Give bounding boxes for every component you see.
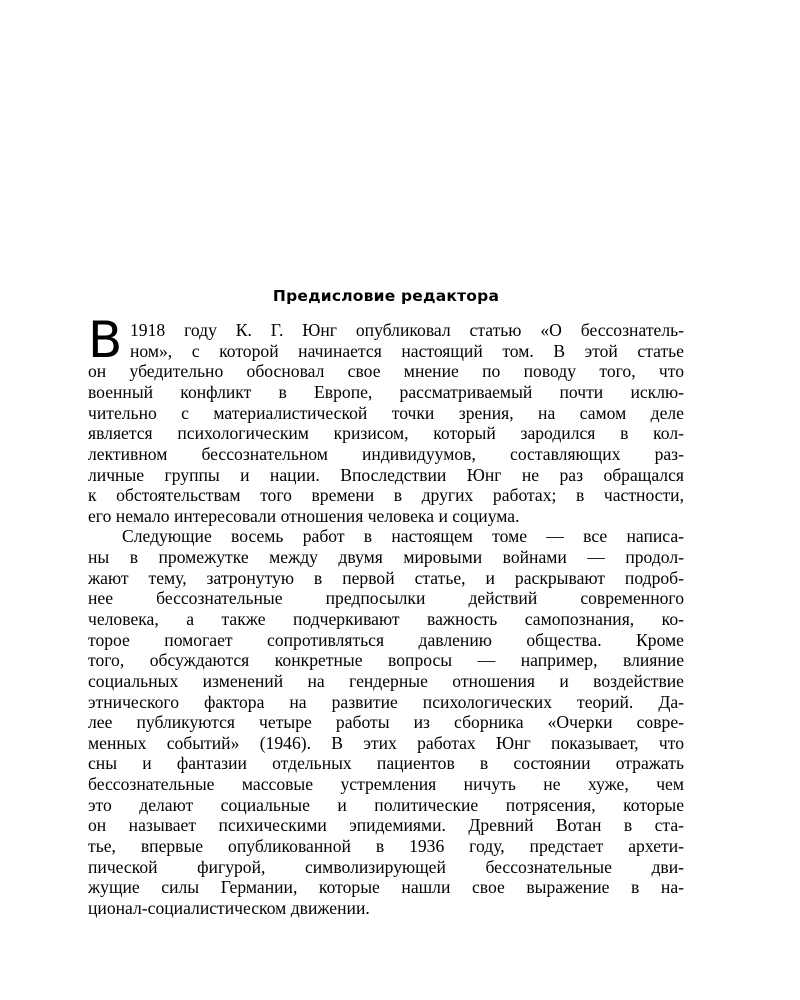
- text-line: ны в промежутке между двумя мировыми войнами — продол-: [88, 547, 684, 568]
- text-line: он убедительно обосновал свое мнение по поводу того, что: [88, 361, 684, 382]
- text-line: чительно с материалистической точки зрения, на самом деле: [88, 402, 684, 423]
- drop-cap-letter: В: [88, 311, 123, 369]
- text-line: пической фигурой, символизирующей бессознательные дви-: [88, 856, 684, 877]
- paragraph-1: [88, 311, 684, 526]
- text-line: сны и фантазии отдельных пациентов в состоянии отражать: [88, 753, 684, 774]
- text-line: 1918 году К. Г. Юнг опубликовал статью «О бессознатель-: [130, 320, 684, 340]
- text-line: социальных изменений на гендерные отношения и воздействие: [88, 670, 684, 691]
- paragraph-2: [88, 526, 684, 918]
- page-title: Предисловие редактора: [272, 287, 500, 305]
- text-line: нее бессознательные предпосылки действий современного: [88, 588, 684, 609]
- text-line: лективном бессознательном индивидуумов, составляющих раз-: [88, 443, 684, 464]
- text-line: он называет психическими эпидемиями. Древний Вотан в ста-: [88, 815, 684, 836]
- text-line: менных событий» (1946). В этих работах Юнг показывает, что: [88, 732, 684, 753]
- text-line: торое помогает сопротивляться давлению общества. Кроме: [88, 629, 684, 650]
- text-line: бессознательные массовые устремления ничуть не хуже, чем: [88, 774, 684, 795]
- text-line: личные группы и нации. Впоследствии Юнг не раз обращался: [88, 464, 684, 485]
- text-line: жают тему, затронутую в первой статье, и раскрывают подроб-: [88, 567, 684, 588]
- text-line: этнического фактора на развитие психологических теорий. Да-: [88, 691, 684, 712]
- dropcap-block: [88, 311, 684, 369]
- text-line: его немало интересовали отношения человека и социума.: [88, 505, 520, 526]
- text-line: является психологическим кризисом, который зародился в кол-: [88, 423, 684, 444]
- text-line: жущие силы Германии, которые нашли свое выражение в на-: [88, 877, 684, 898]
- text-line: лее публикуются четыре работы из сборника «Очерки совре-: [88, 712, 684, 733]
- text-line: Следующие восемь работ в настоящем томе — все написа-: [122, 526, 684, 547]
- text-line: это делают социальные и политические потрясения, которые: [88, 794, 684, 815]
- text-line: того, обсуждаются конкретные вопросы — например, влияние: [88, 650, 684, 671]
- text-line: военный конфликт в Европе, рассматриваемый почти исклю-: [88, 381, 684, 402]
- text-line: тье, впервые опубликованной в 1936 году, предстает архети-: [88, 836, 684, 857]
- body-text: [88, 311, 684, 919]
- text-line: ном», с которой начинается настоящий том. В этой статье: [130, 340, 684, 361]
- dropcap-lines: [130, 320, 684, 361]
- text-line: ционал-социалистическом движении.: [88, 897, 370, 918]
- text-line: человека, а также подчеркивают важность самопознания, ко-: [88, 608, 684, 629]
- text-line: к обстоятельствам того времени в других работах; в частности,: [88, 485, 684, 506]
